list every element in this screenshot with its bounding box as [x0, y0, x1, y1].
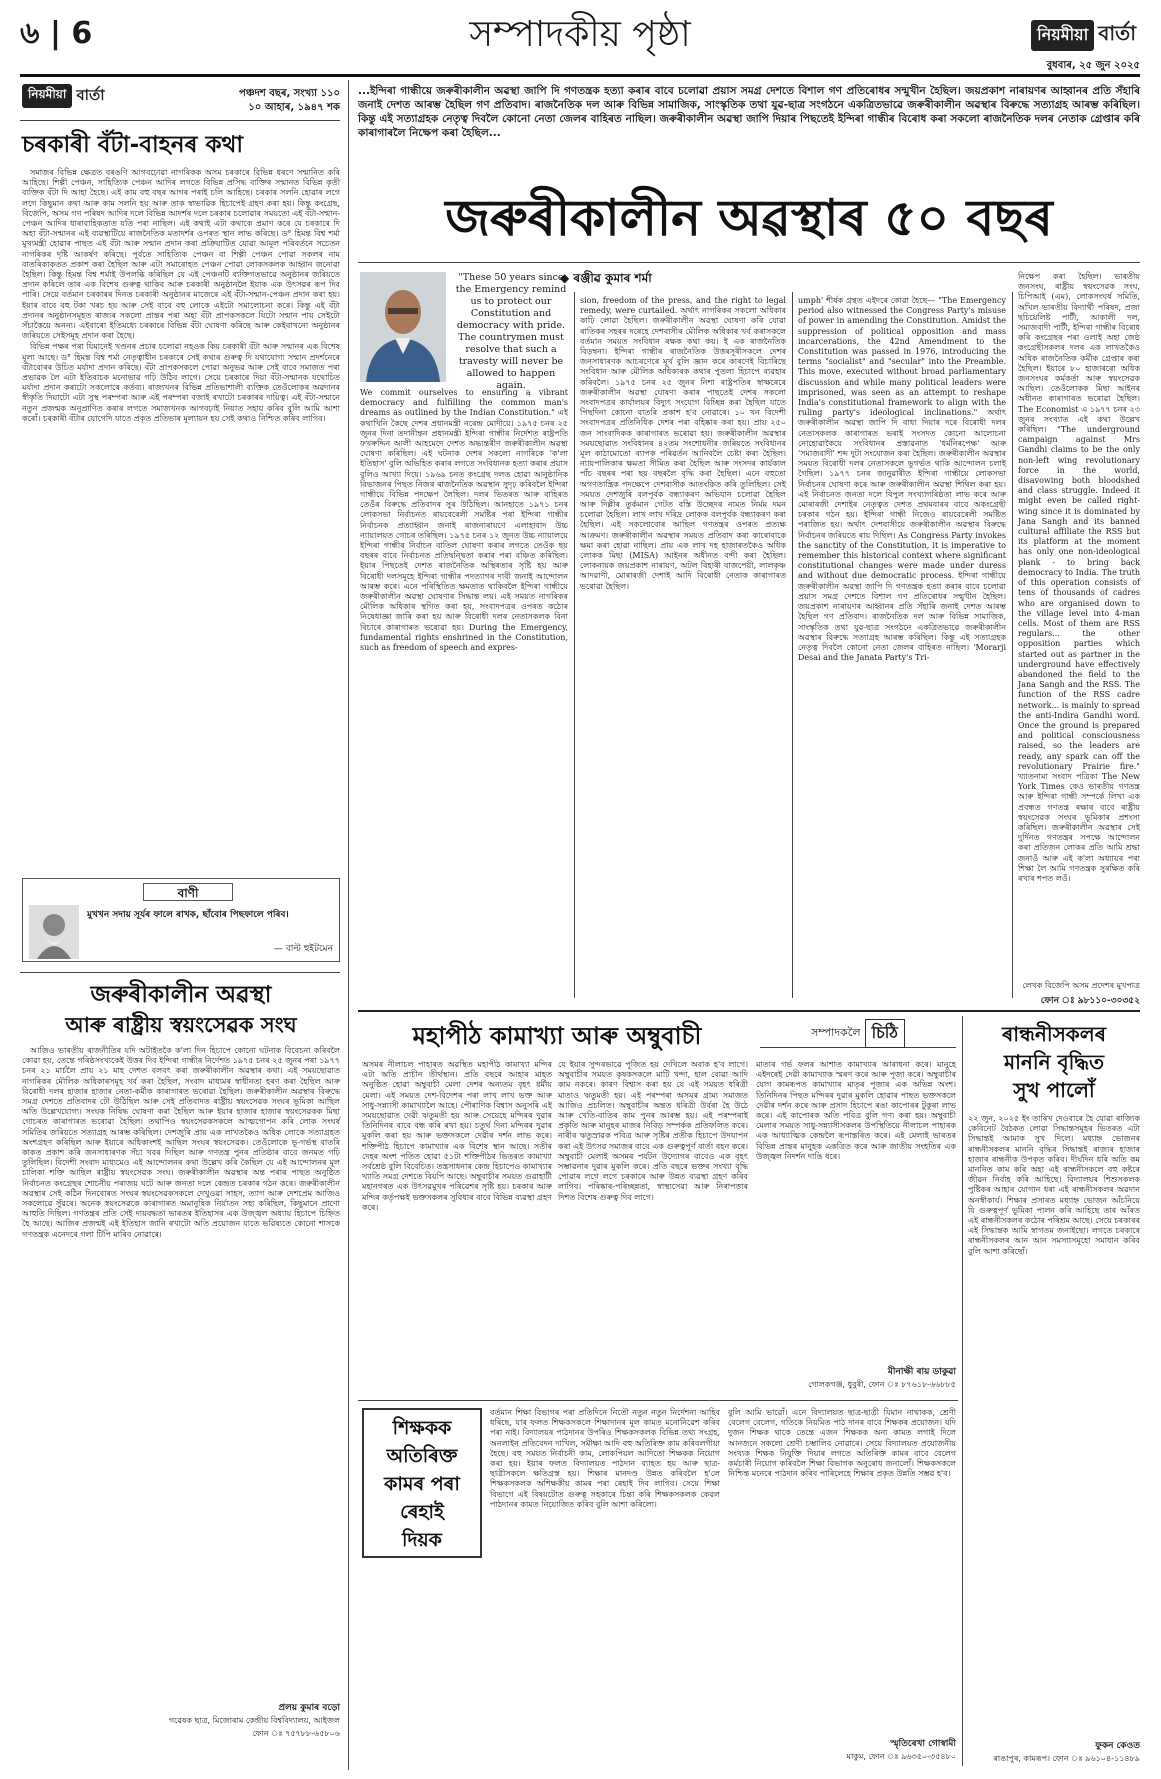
lead-col-rule-3 [1012, 292, 1013, 998]
kamakhya-col-1: অসমৰ নীলাচল পাহাৰত অৱস্থিত মহাপীঠ কামাখ্যা মন্দিৰ এটা অতি প্ৰাচীন তীৰ্থস্থান। প্ৰতি বছৰে আহাৰ মাহত অনুষ্ঠিত হোৱা অম্বুবাচী মেলা দেশৰ অন্যতম বৃহৎ ধৰ্মীয় মেলা। এই সময়ত দেশ-বিদেশৰ পৰা লাখ লাখ ভক্ত আৰু সাধু-সন্ন্যাসী কামাখ্যালৈ আহে। পৌৰাণিক বিশ্বাস অনুসৰি এই সময়ছোৱাত দেৱী ঋতুমতী হয় আৰু সেয়েহে মন্দিৰৰ দুৱাৰ তিনিদিনৰ বাবে বন্ধ কৰি ৰখা হয়। চতুৰ্থ দিনা মন্দিৰৰ দুৱাৰ মুকলি কৰা হয় আৰু ভক্তসকলে দেৱীৰ দৰ্শন লাভ কৰে। শক্তিপীঠ হিচাপে কামাখ্যাৰ এক বিশেষ স্থান আছে। সতীৰ দেহৰ অংশ পতিত হোৱা ৫১টা শক্তিপীঠৰ ভিতৰত কামাখ্যা সৰ্বশ্ৰেষ্ঠ বুলি বিবেচিত। তন্ত্ৰসাধনাৰ কেন্দ্ৰ হিচাপেও কামাখ্যাৰ খ্যাতি সমগ্ৰ দেশতে বিয়পি আছে। অম্বুবাচীৰ সময়ত গুৱাহাটী মহানগৰত এক উৎসৱমুখৰ পৰিৱেশৰ সৃষ্টি হয়। চৰকাৰ আৰু মন্দিৰ কৰ্তৃপক্ষই ভক্তসকলৰ সুবিধাৰ বাবে বিভিন্ন ব্যৱস্থা গ্ৰহণ কৰে। [362, 1060, 552, 1212]
byline-diamond-icon: ◆ [560, 271, 574, 285]
portrait-icon [29, 905, 79, 959]
letters-label: সম্পাদকলৈ [811, 1026, 861, 1039]
rss-body [22, 1046, 340, 1691]
rss-author: প্ৰলয় কুমাৰ বড়ো [278, 1703, 340, 1713]
letter2-location: মাকুম, ফোন ঃ ৯৬৩৫০-৩৫৪৮০ [846, 1752, 956, 1761]
rss-title-line2: আৰু ৰাষ্ট্ৰীয় স্বয়ংসেৱক সংঘ [65, 1013, 297, 1037]
quote-title: বাণী [143, 883, 233, 901]
letters-section-label [760, 1020, 956, 1048]
letter2-title-line1: শিক্ষকক [392, 1417, 452, 1439]
editorial-title: চৰকাৰী বঁটা-বাহনৰ কথা [22, 132, 244, 158]
letter2-body-2: বুলি আমি ভাৱোঁ। এনে বিদ্যালয়ত ছাত্ৰ-ছাত্ৰী যিমান নাথাকক, শ্ৰেণী বেলেগ বেলেগ, গতিকে নিয়মিত পাঠ দানৰ বাবে শিক্ষকৰ প্ৰয়োজন। যদি দুজন শিক্ষক থাকে তেন্তে এজন শিক্ষকক অন্য কামত লগাই দিলে আনজনে সকলো শ্ৰেণী চম্ভালিব নোৱাৰে। সেয়ে বিদ্যালয়ত প্ৰয়োজনীয় সংখ্যক শিক্ষক নিযুক্তি দিয়াৰ লগতে অতিৰিক্ত কামৰ বাবে বেলেগ কৰ্মচাৰী নিয়োগ কৰিবলৈ শিক্ষা বিভাগক অনুৰোধ জনালোঁ। শিক্ষকসকলে নিশ্চিন্ত মনেৰে পাঠদান কৰিব পাৰিলেহে শিক্ষাৰ প্ৰকৃত উন্নতি সম্ভৱ হ'ব। [728, 1408, 956, 1479]
letter1-title [968, 1020, 1140, 1110]
page-number: ৬ | 6 [20, 16, 93, 51]
letter1-location: ৰাঙাপুৰ, কামৰূপ। ফোন ঃ ৯৬১০৪-১১৪৮৯ [993, 1754, 1140, 1763]
author-photo [360, 272, 446, 382]
letter2-rule [358, 1400, 958, 1401]
lead-intro: ...ইন্দিৰা গান্ধীয়ে জৰুৰীকালীন অৱস্থা জাপি দি গণতন্ত্ৰক হত্যা কৰাৰ বাবে চলোৱা প্ৰয়াস সমগ্ৰ দেশতে বিশাল গণ প্ৰতিৰোধৰ সন্মুখীন হৈছিল। জয়প্ৰকাশ নাৰায়ণৰ আহ্বানৰ প্ৰতি সঁহাৰি জনাই দেশত আৰম্ভ হৈছিল গণ প্ৰতিবাদ। ৰাজনৈতিক দল আৰু বিভিন্ন সামাজিক, সাংস্কৃতিক তথা যুৱ-ছাত্ৰ সংগঠনে একত্ৰিতভাৱে জৰুৰীকালীন অৱস্থাৰ বিৰুদ্ধে সত্যাগ্ৰহ আৰম্ভ কৰিছিল। কিন্তু এই সত্যাগ্ৰহক নেতৃত্ব দিবলৈ কোনো নেতা জেলৰ বাহিৰত নাছিল। জৰুৰীকালীন অৱস্থা জাপি দিয়াৰ পিছতেই ইন্দিৰা গান্ধীৰ বিৰোধ কৰা সকলো ৰাজনৈতিক দলৰ নেতাক গ্ৰেপ্তাৰ কৰি কাৰাগাৰলৈ নিক্ষেপ কৰা হৈছিল... [358, 85, 1140, 139]
lower-section-rule [358, 1010, 1140, 1012]
letter2-body: বৰ্তমান শিক্ষা বিভাগৰ পৰা প্ৰতিদিনে নিতৌ নতুন নতুন নিৰ্দেশনা আহিব ধৰিছে, যাৰ ফলত শিক্ষকসকলে শিক্ষাদানৰ মূল কামত মনোনিৱেশ কৰিব পৰা নাই। বিদ্যালয়ৰ পাঠদানৰ উপৰিও শিক্ষকসকলক বিভিন্ন তথ্য সংগ্ৰহ, অনলাইন প্ৰতিবেদন দাখিল, সমীক্ষা আদি বহু অতিৰিক্ত কাম কৰিবলগীয়া হৈছে। বহু সময়ত নিৰ্বাচনী কাম, লোকপিয়ল আদিতো শিক্ষকক নিয়োগ কৰা হয়। ইয়াৰ ফলত বিদ্যালয়ত পাঠদান ব্যাহত হয় আৰু ছাত্ৰ-ছাত্ৰীসকলে ক্ষতিগ্ৰস্ত হয়। শিক্ষাৰ মানদণ্ড উন্নত কৰিবলৈ হ'লে শিক্ষকসকলক অশিক্ষকীয় কামৰ পৰা ৰেহাই দিব লাগিব। সেয়ে শিক্ষা বিভাগে এই বিষয়টোত গুৰুত্ব সহকাৰে চিন্তা কৰি শিক্ষকসকলক কেৱল পাঠদানৰ কামত নিয়োজিত কৰিব বুলি আশা কৰিলো। [490, 1408, 720, 1509]
rss-phone: ফোন ঃ ৭৫৭৮৮-৬৫৮০৬ [252, 1729, 340, 1738]
header-brand-left: নিয়মীয়া [1031, 20, 1094, 51]
kamakhya-col-2: যে ইয়াৰ সুন্দৰভাৱে পূজিত হয় দেখিলে অবাক হ'ব লাগে। অম্বুবাচীৰ সময়ত কৃষকসকলে মাটি খন্দা, হাল বোৱা আদি কাম নকৰে। কাৰণ বিশ্বাস কৰা হয় যে এই সময়ত ধৰিত্ৰী মাতাও ঋতুমতী হয়। এই পৰম্পৰা অসমৰ গ্ৰাম্য সমাজত আজিও প্ৰচলিত। অম্বুবাচীৰ অন্তত ধৰিত্ৰী উৰ্বৰা হৈ উঠে আৰু খেতি-বাতিৰ কাম পুনৰ আৰম্ভ হয়। এই পৰম্পৰাই প্ৰকৃতি আৰু মানুহৰ মাজৰ নিবিড় সম্পৰ্কক প্ৰতিফলিত কৰে। নাৰীৰ ঋতুস্ৰাৱক পবিত্ৰ আৰু সৃষ্টিৰ প্ৰতীক হিচাপে উদযাপন কৰা এই উৎসৱ সমাজৰ বাবে এক গুৰুত্বপূৰ্ণ বাৰ্তা বহন কৰে। অম্বুবাচী মেলাই অসমৰ পৰ্যটন উদ্যোগৰ বাবেও এক বৃহৎ সম্ভাৱনাৰ দুৱাৰ মুকলি কৰে। প্ৰতি বছৰে ভক্তৰ সংখ্যা বৃদ্ধি পোৱাৰ লগে লগে চৰকাৰে আৰু উন্নত ব্যৱস্থা গ্ৰহণ কৰিব লাগিব। পৰিষ্কাৰ-পৰিচ্ছন্নতা, স্বাস্থ্যসেৱা আৰু নিৰাপত্তাৰ দিশত বিশেষ গুৰুত্ব দিব লাগে। [558, 1060, 748, 1202]
lead-byline [560, 270, 790, 288]
letters-tag: চিঠি [865, 1019, 905, 1048]
letter1-body: ২২ জুন, ২০২৫ ইং তাৰিখ দেওবাৰে হৈ যোৱা ৰাজ্যিক কেবিনেট বৈঠকত লোৱা সিদ্ধান্তসমূহৰ ভিতৰত এটা সিদ্ধান্তই আমাক সুখ দিলে। মধ্যাহ্ন ভোজনৰ ৰান্ধনীসকলৰ মাননি বৃদ্ধিৰ সিদ্ধান্তই ৰাজ্যৰ হাজাৰ হাজাৰ ৰান্ধনীক উপকৃত কৰিব। দীৰ্ঘদিন ধৰি অতি কম মাননিত কাম কৰি অহা এই ৰান্ধনীসকলে বহু কষ্টৰে জীৱন নিৰ্বাহ কৰি আহিছে। বিদ্যালয়ৰ শিশুসকলক পুষ্টিকৰ আহাৰ যোগান ধৰা এই ৰান্ধনীসকলৰ অৱদান অনস্বীকাৰ্য। শিক্ষাৰ প্ৰসাৰত মধ্যাহ্ন ভোজন আঁচনিয়ে যি গুৰুত্বপূৰ্ণ ভূমিকা পালন কৰি আহিছে তাৰ আঁৰত এই ৰান্ধনীসকলৰ কঠোৰ পৰিশ্ৰম আছে। সেয়ে চৰকাৰৰ এই সিদ্ধান্তক আমি স্বাগতম জনাইছো। লগতে চৰকাৰে ৰান্ধনীসকলৰ আন আন সমস্যাসমূহো সমাধান কৰিব বুলি আশা কৰিছোঁ। [968, 1114, 1140, 1256]
kamakhya-location: গোলকগঞ্জ, ধুবুৰী, ফোন ঃ ৮৭৬১৮-৬৬৮৮৫ [808, 1380, 956, 1389]
masthead-brand-left: নিয়মীয়া [22, 84, 72, 108]
editorial-paragraph-2: বিভিন্ন পক্ষৰ পৰা যিমানেই খণ্ডনৰ প্ৰচাৰ চলোৱা নহওক কিয় চৰকাৰী বঁটা আৰু সন্মানৰ এক বিশেষ মূল্য আছে। ড° হিমন্ত বিশ্ব শৰ্মা নেতৃত্বাধীন চৰকাৰে সেই কথাৰ গুৰুত্ব দি যথাযোগ্য সন্মান প্ৰদৰ্শনেৰে বঁটাবোৰৰ উচিত মৰ্যাদা প্ৰদান কৰিছে। বঁটা প্ৰাপকসকলে পোৱা অনুভৱ আৰু সেই বাবে সমাজত পৰা প্ৰভাৱক লৈ এটা ইতিবাচক মনোভাৱ গঢ়ি উঠিব লাগে। সেয়ে চৰকাৰে দিয়া বঁটা-সন্মানক যথোচিত মৰ্যাদা প্ৰদান কৰাটো সকলোৰে কৰ্তব্য। ৰাজ্যখনৰ বিভিন্ন প্ৰতিভাশালী ব্যক্তিক তেওঁলোকৰ অৱদানৰ স্বীকৃতি দিয়াটো এটা সুস্থ পৰম্পৰা আৰু এই পৰম্পৰা বজাই ৰখাটো চৰকাৰৰ দায়িত্ব। এই বঁটা-সন্মানে নতুন প্ৰজন্মক অনুপ্ৰাণিত কৰাৰ লগতে সমাজখনক আগবঢ়াই নিয়াত সহায় কৰিব বুলি আমি আশা কৰোঁ। চৰকাৰী বঁটাৰ যোগেদি যাতে প্ৰকৃত প্ৰতিভাৰ মূল্যায়ন হয় সেই কথাও নিশ্চিত কৰিব লাগিব। [22, 342, 340, 423]
masthead-brand-right: বাৰ্তা [76, 85, 105, 104]
lead-footer [920, 980, 1140, 1006]
letter1-byline [968, 1738, 1140, 1768]
letter1-title-line1: ৰান্ধনীসকলৰ [1002, 1022, 1106, 1046]
lead-col-rule-2 [792, 292, 793, 998]
lead-author-note: লেখক বিজেপি অসম প্ৰদেশৰ মুখপাত্ৰ [1022, 981, 1140, 990]
section-title: সম্পাদকীয় পৃষ্ঠা [469, 14, 691, 55]
masthead-rule [20, 120, 340, 121]
lead-col-3: umph' শীৰ্ষক গ্ৰন্থত এইদৰে কোৱা হৈছে— "The Emergency period also witnessed the Congress Party's misuse of power in amending the Constitution. Amidst the suppression of political opposition and mass incarcerations, the 42nd Amendment to the Constitution was passed in 1976, introducing the terms "socialist" and "secular" into the Preamble. This move, executed without broad parliamentary discussion and while many political leaders were imprisoned, was seen as an attempt to reshape India's constitutional framework to align with the ruling party's ideological inclinations." অৰ্থাৎ জৰুৰীকালীন অৱস্থা জাপি দি বাধা দিয়াৰ দৰে বিৰোধী দলৰ নেতাসকলক কাৰাগাৰত ভৰাই সংসদত কোনো আলোচনা নোহোৱাকৈয়ে সংবিধানৰ প্ৰস্তাৱনাত 'ধৰ্মনিৰপেক্ষ' আৰু 'সমাজবাদী' শব্দ দুটা সংযোজন কৰা হৈছিল। জৰুৰীকালীন অৱস্থাৰ সময়ত বিৰোধী দলৰ নেতাসকলে ভূগৰ্ভত থাকি আন্দোলন চলাই গৈছিল। ১৯৭৭ চনৰ জানুৱাৰীত ইন্দিৰা গান্ধীয়ে লোকসভা নিৰ্বাচনৰ ঘোষণা কৰে আৰু জৰুৰীকালীন অৱস্থা শিথিল কৰা হয়। এই নিৰ্বাচনত জনতা দলে বিপুল সংখ্যাগৰিষ্ঠতা লাভ কৰে আৰু মোৰাৰজী দেশাইৰ নেতৃত্বত দেশত প্ৰথমবাৰৰ বাবে অকংগ্ৰেছী চৰকাৰ গঠন হয়। ইন্দিৰা গান্ধী নিজেও ৰায়বেৰেলী সমষ্টিত পৰাজিত হয়। অৰ্থাৎ দেশবাসীয়ে জৰুৰীকালীন অৱস্থাৰ বিৰুদ্ধে নিৰ্বাচনৰ জৰিয়তে ৰায় দিছিল। As Congress Party invokes the sanctity of the Constitution, it is imperative to remember this historical context where significant constitutional changes were made under duress and without due democratic process. ইন্দিৰা গান্ধীয়ে জৰুৰীকালীন অৱস্থা জাপি দি গণতন্ত্ৰক হত্যা কৰাৰ বাবে চলোৱা প্ৰয়াস সমগ্ৰ দেশতে বিশাল গণ প্ৰতিৰোধৰ সন্মুখীন হৈছিল। জয়প্ৰকাশ নাৰায়ণৰ আহ্বানৰ প্ৰতি সঁহাৰি জনাই দেশত আৰম্ভ হৈছিল গণ প্ৰতিবাদ। ৰাজনৈতিক দল আৰু বিভিন্ন সামাজিক, সাংস্কৃতিক তথা যুৱ-ছাত্ৰ সংগঠনে একত্ৰিতভাৱে জৰুৰীকালীন অৱস্থাৰ বিৰুদ্ধে সত্যাগ্ৰহ আৰম্ভ কৰিছিল। কিন্তু এই সত্যাগ্ৰহক নেতৃত্ব দিবলৈ কোনো নেতা জেলৰ বাহিৰত নাছিল। 'Morarji Desai and the Janata Party's Tri- [798, 296, 1006, 663]
editorial-body [22, 168, 340, 868]
lead-title-rule [358, 262, 1140, 263]
rss-rule [20, 972, 340, 973]
lead-col-1: We commit ourselves to ensuring a vibrant democracy and fulfilling the common man's dreams as outlined by the Indian Constitution." এই কথাখিনি কৈছে দেশৰ প্ৰধানমন্ত্ৰী নৰেন্দ্ৰ মোদীয়ে। ১৯৭৫ চনৰ ২৫ জুনৰ দিনা তদানীন্তন প্ৰধানমন্ত্ৰী ইন্দিৰা গান্ধীৰ নিৰ্দেশত ৰাষ্ট্ৰপতি ফখৰুদ্দিন আলী আহমেদে দেশত অভ্যন্তৰীণ জৰুৰীকালীন অৱস্থা ঘোষণা কৰিছিল। এই ঘটনাক দেশৰ সকলো নাগৰিকে 'ক'লা ইতিহাস' বুলি অভিহিত কৰাৰ লগতে সংবিধানক হত্যা কৰাৰ প্ৰয়াস বুলিও আখ্যা দিয়ে। ১৯৬৯ চনত কংগ্ৰেছ দলত হোৱা আনুষ্ঠানিক বিভাজনৰ পিছত নিজৰ ৰাজনৈতিক অৱস্থান সুদৃঢ় কৰিবলৈ ইন্দিৰা গান্ধীয়ে বিভিন্ন পদক্ষেপ লৈছিল। দলৰ ভিতৰত আৰু বাহিৰত তেওঁৰ বিৰুদ্ধে প্ৰতিবাদৰ সুৰ উঠিছিল। আনহাতে ১৯৭১ চনৰ লোকসভা নিৰ্বাচনত ৰায়বেৰেলী সমষ্টিৰ পৰা ইন্দিৰা গান্ধীৰ নিৰ্বাচনক প্ৰত্যাহ্বান জনাই ৰাজনাৰায়ণে এলাহাবাদ উচ্চ ন্যায়ালয়ত গোচৰ তৰিছিল। ১৯৭৫ চনৰ ১২ জুনত উচ্চ ন্যায়ালয়ে ইন্দিৰা গান্ধীৰ নিৰ্বাচন বাতিল ঘোষণা কৰাৰ লগতে তেওঁক ছয় বছৰৰ বাবে নিৰ্বাচনত প্ৰতিদ্বন্দ্বিতা কৰাৰ পৰা বঞ্চিত কৰিছিল। ইয়াৰ পিছতেই দেশত ৰাজনৈতিক অস্থিৰতাৰ সৃষ্টি হয় আৰু বিৰোধী দলসমূহে ইন্দিৰা গান্ধীৰ পদত্যাগৰ দাবী জনাই আন্দোলন আৰম্ভ কৰে। এনে পৰিস্থিতিত ক্ষমতাত থাকিবলৈ ইন্দিৰা গান্ধীয়ে জৰুৰীকালীন অৱস্থা ঘোষণাৰ সিদ্ধান্ত লয়। এই সময়ত নাগৰিকৰ মৌলিক অধিকাৰ স্থগিত কৰা হয়, সংবাদপত্ৰৰ ওপৰত কঠোৰ নিষেধাজ্ঞা জাৰি কৰা হয় আৰু বিৰোধী দলৰ নেতাসকলক বিনা বিচাৰে কাৰাগাৰত ভৰোৱা হয়। During the Emergency, fundamental rights enshrined in the Constitution, such as freedom of speech and expres- [360, 388, 568, 653]
kamakhya-col-3: মাতাৰ গৰ্ভ ফলৰ আশাত কামাখ্যাৰ আৰাধনা কৰে। মানুহে এইদৰেই দেৱী কামাখ্যাক স্মৰণ কৰে আৰু পূজা কৰে। অম্বুবাচীৰ যোগ কামৰূপত কামাখ্যাৰ মাতৃৰ পূজাৰ এক অভিন্ন অংশ। তিনিদিনৰ পিছত মন্দিৰৰ দুৱাৰ মুকলি হোৱাৰ পাছত ভক্তসকলে দেৱীৰ দৰ্শন কৰে আৰু প্ৰসাদ হিচাপে ৰঙা কাপোৰৰ টুকুৰা লাভ কৰে। এই কাপোৰক অতি পবিত্ৰ বুলি গণ্য কৰা হয়। অম্বুবাচী মেলাৰ সময়ত সাধু-সন্ন্যাসীসকলৰ উপস্থিতিয়ে নীলাচল পাহাৰক এক আধ্যাত্মিক কেন্দ্ৰলৈ ৰূপান্তৰিত কৰে। এই মেলাই ভাৰতৰ বিভিন্ন প্ৰান্তৰ মানুহক একত্ৰিত কৰে আৰু জাতীয় সংহতিৰ এক উজ্জ্বল নিদৰ্শন দাঙি ধৰে। [756, 1060, 956, 1161]
letters-column-rule [962, 1016, 963, 1766]
letter2-author: স্মৃতিৰেখা গোস্বামী [890, 1739, 956, 1749]
rss-affiliation: গৱেষক ছাত্ৰ, মিজোৰাম কেন্দ্ৰীয় বিশ্ববিদ্যালয়, আইজল [168, 1716, 340, 1725]
letter2-title-line3: কামৰ পৰা [384, 1473, 460, 1495]
rss-paragraph: আজিও ভাৰতীয় ৰাজনীতিৰ যদি অটাইতকৈ ক'লা দিন হিচাপে কোনো ঘটনাক বিবেচনা কৰিবলৈ কোৱা হয়, তেন্তে গৰিষ্ঠসংখ্যকেই উত্তৰ দিব ইন্দিৰা গান্ধীৰ নিৰ্দেশত ১৯৭৫ চনৰ ২৫ জুনৰ পৰা ১৯৭৭ চনৰ ২১ মাৰ্চলৈ প্ৰায় ২১ মাহ দেশত বলবৎ কৰা জৰুৰীকালীন অৱস্থাৰ কথা। এই সময়ছোৱাত নাগৰিকৰ মৌলিক অধিকাৰসমূহ খৰ্ব কৰা হৈছিল, সংবাদ মাধ্যমৰ স্বাধীনতা হৰণ কৰা হৈছিল আৰু বিৰোধী দলৰ হাজাৰ হাজাৰ নেতা-কৰ্মীক কাৰাগাৰত ভৰোৱা হৈছিল। জৰুৰীকালীন অৱস্থাৰ বিৰুদ্ধে সমগ্ৰ দেশতে প্ৰতিবাদৰ ঢৌ উঠিছিল আৰু সেই প্ৰতিবাদত ৰাষ্ট্ৰীয় স্বয়ংসেৱক সংঘৰ ভূমিকা আছিল অতি উল্লেখযোগ্য। সংঘক নিষিদ্ধ ঘোষণা কৰা হৈছিল আৰু ইয়াৰ হাজাৰ হাজাৰ স্বয়ংসেৱকক মিছা গোচৰত কাৰাগাৰত ভৰোৱা হৈছিল। তথাপিও স্বয়ংসেৱকসকলে আত্মগোপন কৰি লোক সংঘৰ্ষ সমিতিৰ জৰিয়তে সত্যাগ্ৰহ আৰম্ভ কৰিছিল। দেশজুৰি প্ৰায় এক লাখতকৈও অধিক লোকে সত্যাগ্ৰহত অংশগ্ৰহণ কৰিছিল আৰু ইয়াৰে অধিকাংশই আছিল সংঘৰ স্বয়ংসেৱক। তেওঁলোকে ভূ-গৰ্ভস্থ বাতৰি কাকত প্ৰকাশ কৰি জনসাধাৰণক সঁচা খবৰ দিছিল আৰু গণতন্ত্ৰ পুনৰ প্ৰতিষ্ঠাৰ বাবে জনমত গঢ়ি তুলিছিল। বিদেশী সংবাদ মাধ্যমেও এই আন্দোলনৰ কথা উল্লেখ কৰি কৈছিল যে এই আন্দোলনৰ মূল চালিকা শক্তি আছিল ৰাষ্ট্ৰীয় স্বয়ংসেৱক সংঘ। জৰুৰীকালীন অৱস্থাৰ অন্ত পৰাৰ পাছত অনুষ্ঠিত নিৰ্বাচনত কংগ্ৰেছৰ শোচনীয় পৰাজয় ঘটে আৰু জনতা দলে কেন্দ্ৰত চৰকাৰ গঠন কৰে। জৰুৰীকালীন অৱস্থাৰ সেই কঠিন দিনবোৰত সংঘৰ স্বয়ংসেৱকসকলে দেখুওৱা সাহস, ত্যাগ আৰু দেশপ্ৰেম আজিও সকলোৱে সুঁৱৰে। অনেক স্বয়ংসেৱকে কাৰাগাৰত অমানুষিক নিৰ্যাতন সহ্য কৰিছিল, কিছুমানে প্ৰাণো আহুতি দিছিল। গণতন্ত্ৰৰ প্ৰতি সেই দায়বদ্ধতা ভাৰতৰ ইতিহাসৰ এক উজ্জ্বল অধ্যায় হিচাপে চিহ্নিত হৈ আছে। আজিৰ প্ৰজন্মই এই ইতিহাস জানি ৰখাটো অতি প্ৰয়োজন যাতে ভৱিষ্যতে কোনো শাসকে গণতন্ত্ৰক এনেদৰে গলা টিপি মাৰিব নোৱাৰে। [22, 1046, 340, 1239]
letter1-author: ফুকন কেওত [1095, 1741, 1140, 1751]
letter2-title-box [362, 1408, 482, 1558]
masthead-volume: পঞ্চদশ বছৰ, সংখ্যা ১১০ [239, 88, 340, 99]
header-rule [20, 74, 1140, 77]
kamakhya-title: মহাপীঠ কামাখ্যা আৰু অম্বুবাচী [412, 1022, 702, 1050]
quote-text: মুখখন সদায় সূৰ্যৰ ফালে ৰাখক, ছাঁবোৰ পিছফালে পৰিব। [87, 910, 289, 920]
header-brand-logo [960, 18, 1140, 52]
letter1-title-line2: মাননি বৃদ্ধিত [1004, 1050, 1104, 1074]
masthead-date: ১০ আহাৰ, ১৯৪৭ শক [248, 102, 340, 113]
lead-author: ৰঞ্জীৱ কুমাৰ শৰ্মা [573, 271, 652, 285]
lead-col-4: নিক্ষেপ কৰা হৈছিল। ভাৰতীয় জনসংঘ, ৰাষ্ট্ৰীয় স্বয়ংসেৱক সংঘ, চিপিআই (এম), লোকসংঘৰ্ষ সমিতি, অখিল ভাৰতীয় বিদ্যাৰ্থী পৰিষদ, প্ৰজা ছচিয়েলিষ্ট পাৰ্টী, আকালী দল, সমাজবাদী পাৰ্টী, ইন্দিৰা গান্ধীৰ বিৰোধ কৰি কংগ্ৰেছৰ পৰা ওলাই অহা জেষ্ঠ কংগ্ৰেছীসকলৰ দলৰ এক লাখতকৈও অধিক ৰাজনৈতিক কৰ্মীক গ্ৰেপ্তাৰ কৰা হৈছিল। ইয়াৰে ৮০ হাজাৰৰো অধিক জনসংঘৰ কৰ্মকৰ্তা আৰু স্বয়ংসেৱক আছিল। তেওঁলোকক মিছা আইনৰ অধীনত কাৰাগাৰত ভৰোৱা হৈছিল। The Economist এ ১৯৭৭ চনৰ ২৩ জুনৰ সংখ্যাত এই কথা উল্লেখ কৰিছিল। "The underground campaign against Mrs Gandhi claims to be the only non-left wing revolutionary force in the world, disavowing both bloodshed and class struggle. Indeed it might even be called right-wing since it is dominated by Jana Sangh and its banned cultural affiliate the RSS but its platform at the moment has only one non-ideological plank - to bring back democracy to India. The truth of this operation consists of tens of thousands of cadres who are organised down to the village level into 4-man cells. Most of them are RSS regulars... the other opposition parties which started out as partner in the underground have effectively abandoned the field to the Jana Sangh and the RSS. The function of the RSS cadre network... is mainly to spread the anti-Indira Gandhi word. Once the ground is prepared and political consciousness raised, so the leaders are ready, any spark can off the revolutionary Prairie fire." খ্যাতনামা সংবাদ পত্ৰিকা The New York Times কেও ভাৰতীয় গণতন্ত্ৰ আৰু ইন্দিৰা গান্ধী সম্পৰ্কে লিখা এক প্ৰবন্ধত গণতন্ত্ৰ ৰক্ষাৰ বাবে ৰাষ্ট্ৰীয় স্বয়ংসেৱক সংঘৰ ভূমিকাৰ প্ৰশংসা কৰিছিল। জৰুৰীকালীন অৱস্থাৰ সেই দুৰ্দিনত গণতন্ত্ৰৰ সপক্ষে আন্দোলন কৰা প্ৰতিজন লোকৰ প্ৰতি আমি শ্ৰদ্ধা জনাওঁ আৰু এই ক'লা অধ্যায়ৰ পৰা শিক্ষা লৈ আমি গণতন্ত্ৰক সুৰক্ষিত কৰি ৰখাৰ শপত লওঁ। [1018, 272, 1140, 883]
lead-phone: ফোন ঃ ৯৮১১০-৩০৩৫২ [1040, 996, 1140, 1006]
lead-col-2: sion, freedom of the press, and the right to legal remedy, were curtailed. অৰ্থাৎ নাগৰিকৰ সকলো অধিকাৰ কাঢ়ি লোৱা হৈছিল। জৰুৰীকালীন অৱস্থা ঘোষণা কৰি যোৱা ৰাতিকৰ সহৰৰ দৰেহে দেশবাসীৰ মৌলিক অধিকাৰ খৰ্ব কৰাসকলে বৰ্তমান সময়ত সংবিধান ৰক্ষক কথা কয়। ই এক ৰাজনৈতিক বিড়ম্বনা। ইন্দিৰা গান্ধীৰ ৰাজনৈতিক উত্তৰসূৰীসকলে দেশৰ জনসাধাৰণক আচৰণেৰে মূৰ্খ বুলি জ্ঞান কৰে কাৰণেই বিচাৰিছে সংবিধান আৰু মৌলিক অধিকাৰক কথাৰ পুতলা হিচাপে ব্যৱহাৰ কৰিবলৈ। ১৯৭৫ চনৰ ২৫ জুনৰ নিশা ৰাষ্ট্ৰপতিৰ স্বাক্ষৰেৰে জৰুৰীকালীন অৱস্থা ঘোষণা কৰাৰ পাছতেই দেশৰ সকলো সংবাদপত্ৰৰ কাৰ্যালয়ৰ বিদ্যুৎ সংযোগ বিচ্ছিন্ন কৰা হৈছিল যাতে পিছদিনা কোনো বাতৰি প্ৰকাশ হ'ব নোৱাৰে। ১০ খন বিদেশী সংবাদপত্ৰৰ প্ৰতিনিধিক দেশৰ পৰা বহিষ্কাৰ কৰা হয়। প্ৰায় ২৫০ জন সাংবাদিকক কাৰাগাৰত ভৰোৱা হয়। জৰুৰীকালীন অৱস্থাৰ সময়ছোৱাত সংবিধানৰ ৪২তম সংশোধনীৰ জৰিয়তে সংবিধানৰ মূল কাঠামোতো ব্যাপক পৰিৱৰ্তন আনিবলৈ চেষ্টা কৰা হৈছিল। ন্যায়পালিকাৰ ক্ষমতা সীমিত কৰা হৈছিল আৰু সংসদৰ কাৰ্যকাল পাঁচ বছৰৰ পৰা ছয় বছৰলৈ বৃদ্ধি কৰা হৈছিল। এনে বহুতো অগণতান্ত্ৰিক পদক্ষেপে দেশবাসীক আতংকিত কৰি তুলিছিল। সেই সময়ত দেশজুৰি বলপূৰ্বক বন্ধ্যাকৰণ অভিযান চলোৱা হৈছিল আৰু দিল্লীৰ তুৰ্কমান গেটত বস্তি উচ্ছেদৰ নামত নিৰ্মম দমন চলোৱা হৈছিল। লাখ লাখ দৰিদ্ৰ লোকক বলপূৰ্বক বন্ধ্যাকৰণ কৰা হৈছিল। এই সকলোবোৰ আছিল গণতন্ত্ৰৰ ওপৰত প্ৰত্যক্ষ আক্ৰমণ। জৰুৰীকালীন অৱস্থাৰ সময়ত প্ৰতিবাদ কৰা কাৰোবাকে ক্ষমা কৰা হোৱা নাছিল। প্ৰায় এক লাখ দহ হাজাৰতকৈও অধিক লোকক মিছা (MISA) আইনৰ অধীনত বন্দী কৰা হৈছিল। লোকনায়ক জয়প্ৰকাশ নাৰায়ণ, অটল বিহাৰী বাজপেয়ী, লালকৃষ্ণ আদৱাণী, মোৰাৰজী দেশাই আদি বিৰোধী নেতাক কাৰাগাৰত ভৰোৱা হৈছিল। [580, 296, 786, 591]
letter2-title-line2: অতিৰিক্ত [386, 1445, 458, 1467]
left-column-rule [348, 80, 349, 1770]
quote-author: — বাল্ট হুইটমেন [273, 944, 333, 954]
letter2-byline [728, 1736, 956, 1766]
pull-quote: "These 50 years since the Emergency remind us to protect our Constitution and democracy with pride. The countrymen must resolve that such a travesty will never be allowed to happen again. [455, 272, 567, 391]
masthead-brand-logo [22, 84, 162, 108]
letter1-title-line3: সুখ পালোঁ [1013, 1078, 1095, 1102]
header-date: বুধবাৰ, ২৫ জুন ২০২৫ [1046, 60, 1140, 71]
rss-byline [22, 1700, 340, 1746]
kamakhya-author: মীনাক্ষী ৰায় ডাকুৱা [887, 1367, 956, 1377]
letter2-title-line4: ৰেহাই [400, 1501, 444, 1523]
lead-col-rule-1 [574, 292, 575, 998]
quote-box [22, 878, 340, 962]
lead-title: জৰুৰীকালীন অৱস্থাৰ ৫০ বছৰ [445, 189, 1053, 247]
editorial-paragraph-1: সমাজৰ বিভিন্ন ক্ষেত্ৰত বৰঙণি আগবঢ়োৱা নাগৰিকক অসম চৰকাৰে বিভিন্ন ধৰণে সন্মানিত কৰি আহিছে। শিল্পী পেঞ্চন, সাহিত্যিক পেঞ্চন আদিৰ লগতে বিভিন্ন প্ৰসিদ্ধ ব্যক্তিৰ সন্মানত বিভিন্ন কৃতী ব্যক্তিক বঁটা দি আহা হৈছে। এই কাম বহু বছৰ আগৰ পৰাই চলি আহিছে। চৰকাৰ সলনি হোৱাৰ লগে লগে কিছুমান কথা আৰু কাম সলনি হয় আৰু তাক স্বাভাৱিক হিচাপেই গ্ৰহণ কৰা হয়। কিন্তু কংগ্ৰেছ, বিজেপি, অসম গণ পৰিষদ আদিৰ দলে বিভিন্ন আদৰ্শৰ দলে চৰকাৰ চলোৱাৰ সময়তো এই বঁটা-সন্মান-পেঞ্চন আদিৰ ধাৰাবাহিকতাত যতি পৰা নাছিল। এই কথাই এটা কথাকে প্ৰমাণ কৰে যে চৰকাৰে দি অহা বঁটা-সন্মানৰ এই ব্যৱস্থাটিয়ে ৰাজনৈতিক মতাদৰ্শৰ ওপৰত স্থান লাভ কৰিছে। ড° হিমন্ত বিশ্ব শৰ্মা মুখ্যমন্ত্ৰী হোৱাৰ পাছত এই বঁটা আৰু সন্মান প্ৰদান কৰা প্ৰক্ৰিয়াটিত যোৱা আমূল পৰিবৰ্তনে সচেতন নাগৰিকৰ দৃষ্টি আকৰ্ষণ কৰিছে। পূৰ্বতে সাহিত্যিক পেঞ্চন বা শিল্পী পেঞ্চন পোৱা সকলৰ নাম বাতৰিকাকতত প্ৰকাশ কৰা হৈছিল আৰু এটা সমাৰোহত পেঞ্চন পোৱা লোকসকলক আহ্বান জনোৱা হৈছিল। কিন্তু হিমন্ত বিশ্ব শৰ্মাই উপলব্ধি কৰিছিল যে এই পেঞ্চনটি ব্যক্তিগতভাৱে অনুষ্ঠানৰ জৰিয়তে প্ৰদান কৰিলে তাৰ এক বিশেষ গুৰুত্ব থাকিব আৰু চৰকাৰী অনুষ্ঠানলৈ ইয়াক এক উৎসৱৰ ৰূপ দিব পাৰি। সেয়ে বৰ্তমান চৰকাৰৰ দিনত চৰকাৰী অনুষ্ঠানৰ মাজেৰে এই বঁটা-সন্মান-পেঞ্চন প্ৰদান কৰা হয়। ইয়াৰ বাবে বহু টকা খৰচ হয় আৰু সেই বাবে বহু লোকে এইটো সমালোচনা কৰে। কিন্তু এই বঁটা প্ৰদানৰ অনুষ্ঠানসমূহত ৰাজ্যৰ সকলো প্ৰান্তৰ পৰা অহা বঁটা প্ৰাপকসকলে যিটো সন্মান পায় সেইটো সঁচাকৈয়ে অনন্য। এইবাৰো ইতিমধ্যে চৰকাৰে বিভিন্ন বঁটা ঘোষণা কৰিছে আৰু কেইবাখনো অনুষ্ঠানৰ জৰিয়তে সেইসমূহ প্ৰদান কৰা হৈছে। [22, 168, 340, 341]
letter2-title-line5: দিয়ক [402, 1529, 442, 1551]
rss-title-line1: জৰুৰীকালীন অৱস্থা [90, 982, 272, 1008]
kamakhya-byline [700, 1364, 956, 1394]
header-brand-right: বাৰ্তা [1098, 20, 1136, 45]
